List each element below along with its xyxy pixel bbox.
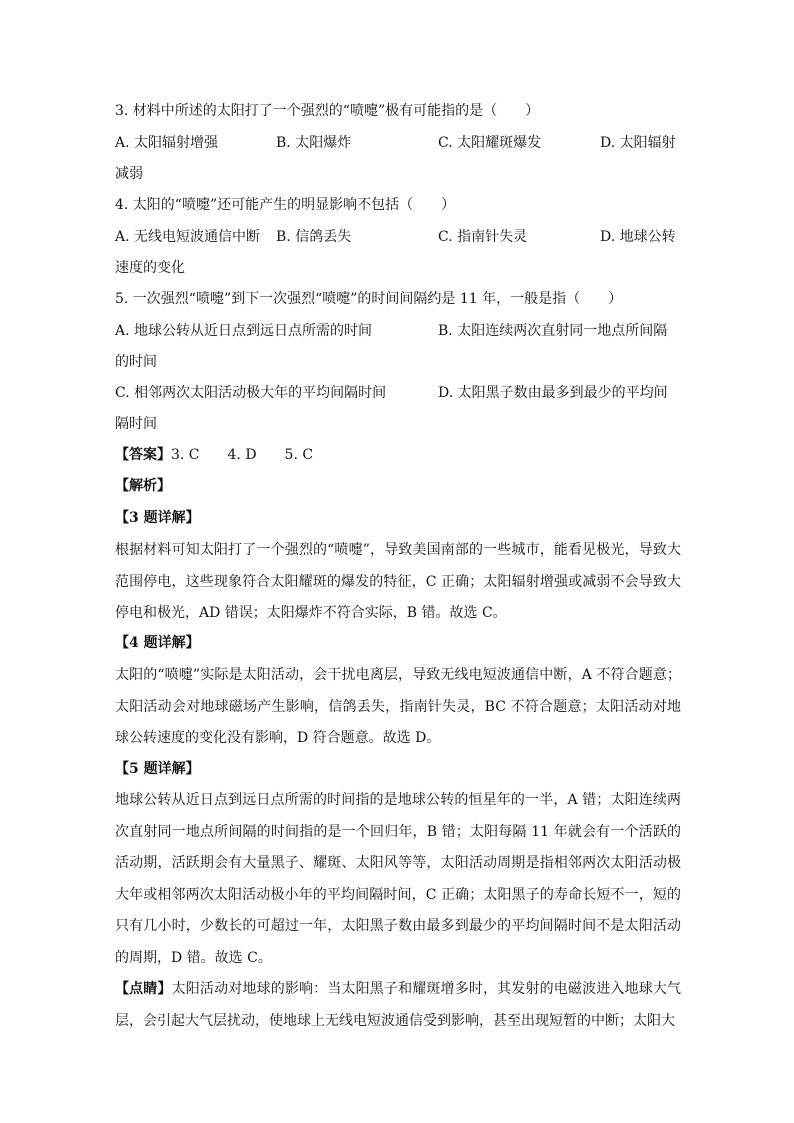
tip-label: 【点睛】 bbox=[115, 981, 172, 997]
q3-option-c: C. 太阳耀斑爆发 bbox=[438, 135, 542, 151]
q5-option-a: A. 地球公转从近日点到远日点所需的时间 bbox=[115, 323, 373, 339]
analysis-label: 【解析】 bbox=[115, 478, 171, 494]
detail-3-text: 根据材料可知太阳打了一个强烈的“喷嚏”，导致美国南部的一些城市，能看见极光，导致大范围停电，这些现象符合太阳耀斑的爆发的特征，C 正确；太阳辐射增强或减弱不会导致大停电和极光，AD 错误；太阳爆炸不符合实际，B 错。故选 C。 bbox=[115, 542, 681, 621]
question-3-stem: 3. 材料中所述的太阳打了一个强烈的“喷嚏”极有可能指的是（ ） bbox=[115, 103, 540, 119]
detail-5-heading: 【5 题详解】 bbox=[115, 761, 200, 777]
tip-text: 太阳活动对地球的影响：当太阳黑子和耀斑增多时，其发射的电磁波进入地球大气层，会引起大气层扰动，使地球上无线电短波通信受到影响，甚至出现短暂的中断；太阳大 bbox=[115, 981, 682, 1029]
tip-paragraph bbox=[115, 974, 681, 1037]
question-5-stem: 5. 一次强烈“喷嚏”到下一次强烈“喷嚏”的时间间隔约是 11 年，一般是指（ ） bbox=[115, 291, 623, 307]
q3-option-d-continued: 减弱 bbox=[115, 166, 143, 182]
q3-option-b: B. 太阳爆炸 bbox=[276, 135, 352, 151]
q5-option-b: B. 太阳连续两次直射同一地点所间隔 bbox=[438, 323, 668, 339]
detail-3-heading: 【3 题详解】 bbox=[115, 510, 200, 526]
answer-line bbox=[115, 445, 685, 465]
q5-option-d: D. 太阳黑子数由最多到最少的平均间 bbox=[438, 385, 668, 401]
answer-label: 【答案】 bbox=[115, 447, 171, 463]
q4-option-d: D. 地球公转 bbox=[600, 229, 676, 245]
question-4-stem: 4. 太阳的“喷嚏”还可能产生的明显影响不包括（ ） bbox=[115, 197, 456, 213]
answer-text: 3. C 4. D 5. C bbox=[171, 447, 314, 463]
q4-option-d-continued: 速度的变化 bbox=[115, 260, 185, 276]
q3-option-a: A. 太阳辐射增强 bbox=[115, 135, 219, 151]
q4-option-a: A. 无线电短波通信中断 bbox=[115, 229, 261, 245]
detail-4-text: 太阳的“喷嚏”实际是太阳活动，会干扰电离层，导致无线电短波通信中断，A 不符合题意；太阳活动会对地球磁场产生影响，信鸽丢失，指南针失灵，BC 不符合题意；太阳活动对地球公转速度的变化没有影响，D 符合题意。故选 D。 bbox=[115, 667, 681, 746]
q5-option-c: C. 相邻两次太阳活动极大年的平均间隔时间 bbox=[115, 385, 387, 401]
q5-option-b-continued: 的时间 bbox=[115, 354, 157, 370]
q5-option-d-continued: 隔时间 bbox=[115, 416, 157, 432]
q4-option-b: B. 信鸽丢失 bbox=[276, 229, 352, 245]
detail-4-heading: 【4 题详解】 bbox=[115, 635, 200, 651]
q3-option-d: D. 太阳辐射 bbox=[600, 135, 676, 151]
detail-5-text: 地球公转从近日点到远日点所需的时间指的是地球公转的恒星年的一半，A 错；太阳连续两次直射同一地点所间隔的时间指的是一个回归年，B 错；太阳每隔 11 年就会有一个活跃的活动期，活跃期会有大量黑子、耀斑、太阳风等等，太阳活动周期是指相邻两次太阳活动极大年或相邻两次太阳活动极小年的平均间隔时间，C 正确；太阳黑子的寿命长短不一，短的只有几小时，少数长的可超过一年，太阳黑子数由最多到最少的平均间隔时间不是太阳活动的周期，D 错。故选 C。 bbox=[115, 792, 681, 966]
q4-option-c: C. 指南针失灵 bbox=[438, 229, 528, 245]
